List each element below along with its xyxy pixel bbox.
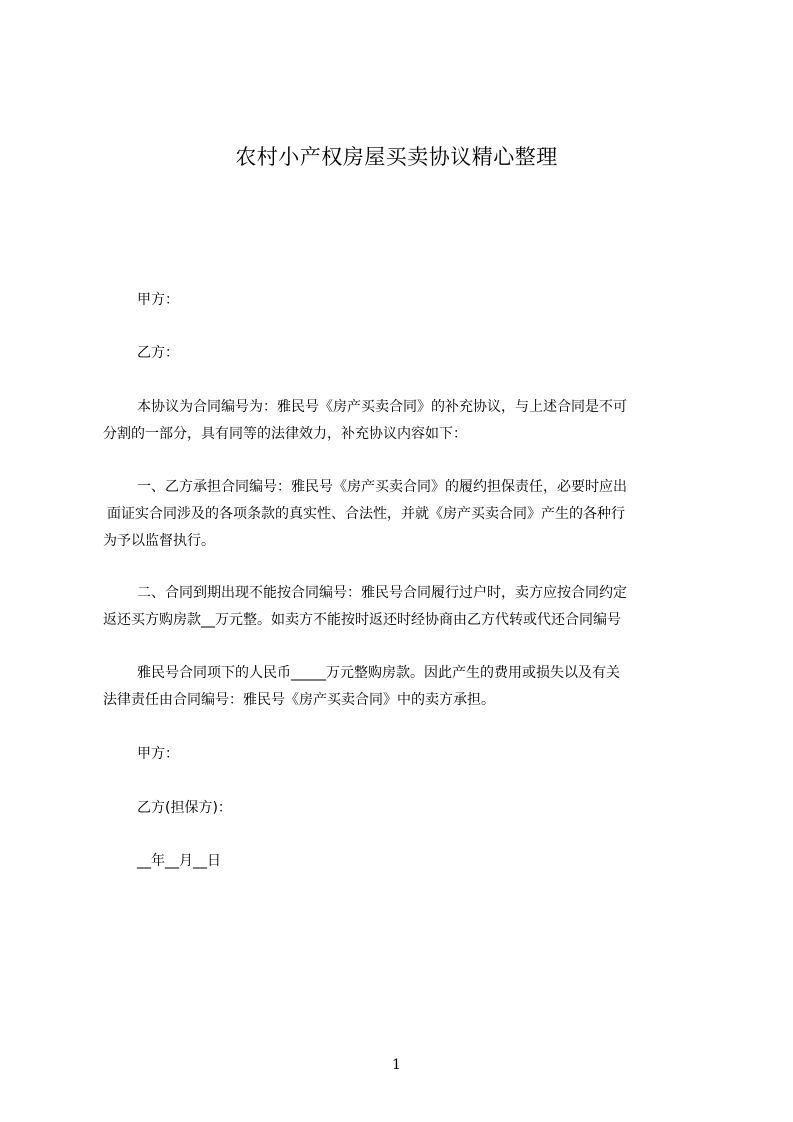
clause-3-line-2: 法律责任由合同编号：雅民号《房产买卖合同》中的卖方承担。 [103, 692, 495, 708]
intro-line-2: 分割的一部分，具有同等的法律效力，补充协议内容如下： [103, 426, 467, 442]
intro-line-1: 本协议为合同编号为：雅民号《房产买卖合同》的补充协议，与上述合同是不可 [137, 399, 627, 415]
clause-1-line-3: 为予以监督执行。 [103, 533, 215, 549]
page-number: 1 [392, 1057, 401, 1073]
clause-1-line-2: 面证实合同涉及的各项条款的真实性、合法性，并就《房产买卖合同》产生的各种行 [107, 506, 625, 522]
party-a-label: 甲方： [137, 292, 179, 308]
clause-1-line-1: 一、乙方承担合同编号：雅民号《房产买卖合同》的履约担保责任，必要时应出 [137, 479, 627, 495]
party-b-label: 乙方： [137, 345, 179, 361]
document-title: 农村小产权房屋买卖协议精心整理 [235, 145, 558, 169]
signature-party-b-guarantor: 乙方(担保方)： [137, 800, 232, 816]
signature-party-a: 甲方： [137, 746, 179, 762]
clause-2-line-2: 返还买方购房款__万元整。如卖方不能按时返还时经协商由乙方代转或代还合同编号 [103, 612, 621, 628]
clause-2-line-1: 二、合同到期出现不能按合同编号：雅民号合同履行过户时，卖方应按合同约定 [137, 585, 627, 601]
signature-date: __年__月__日 [137, 853, 221, 869]
clause-3-line-1: 雅民号合同项下的人民币_____万元整购房款。因此产生的费用或损失以及有关 [137, 665, 620, 681]
